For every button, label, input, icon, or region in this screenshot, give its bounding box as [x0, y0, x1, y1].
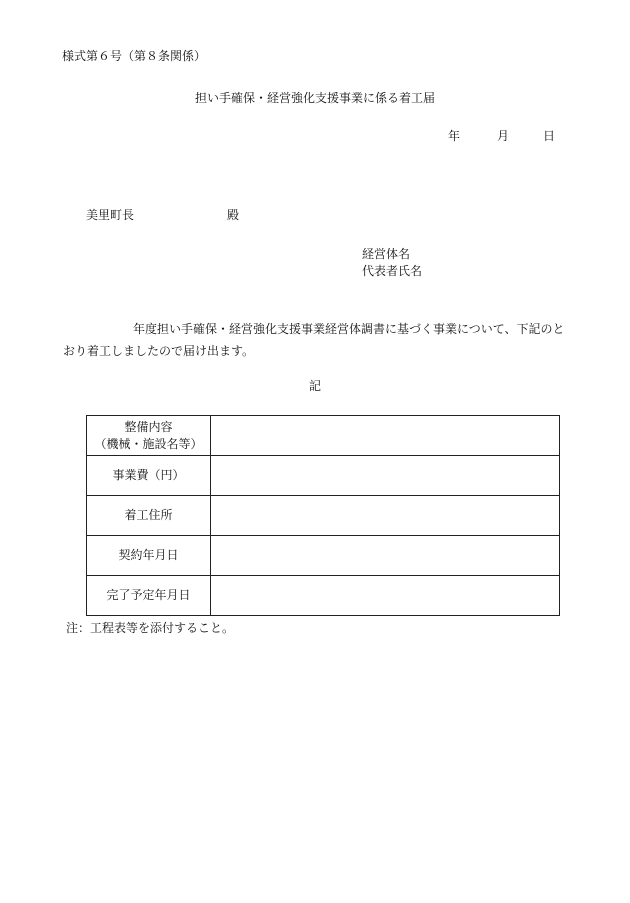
row-value-completion-date[interactable] [211, 576, 560, 616]
row-label-cost [87, 456, 211, 496]
table-row [87, 576, 560, 616]
row-label-address [87, 496, 211, 536]
ki-heading: 記 [308, 379, 321, 393]
row-value-cost[interactable] [211, 456, 560, 496]
row-value-equipment[interactable] [211, 416, 560, 456]
row-label-line: 事業費（円） [112, 468, 185, 482]
addressee-name: 美里町長 [86, 208, 135, 222]
form-number: 様式第６号（第８条関係） [62, 49, 207, 63]
document-title: 担い手確保・経営強化支援事業に係る着工届 [194, 91, 435, 105]
table-row [87, 536, 560, 576]
row-value-address[interactable] [211, 496, 560, 536]
addressee-honorific: 殿 [227, 208, 240, 222]
date-year-label: 年 [448, 129, 461, 143]
table-row [87, 456, 560, 496]
row-label-equipment [87, 416, 211, 456]
table-row [87, 416, 560, 456]
representative-name-label: 代表者氏名 [362, 264, 423, 278]
row-value-contract-date[interactable] [211, 536, 560, 576]
date-month-label: 月 [497, 129, 510, 143]
row-label-line: 着工住所 [124, 508, 173, 522]
body-paragraph: 年度担い手確保・経営強化支援事業経営体調書に基づく事業について、下記のとおり着工しましたので届け出ます。 [63, 322, 565, 358]
row-label-subline: （機械・施設名等） [94, 436, 203, 451]
organization-name-label: 経営体名 [362, 247, 411, 261]
row-label-line: 完了予定年月日 [106, 588, 191, 602]
table-row [87, 496, 560, 536]
detail-table [86, 415, 560, 616]
row-label-line: 整備内容 [124, 419, 173, 434]
row-label-line: 契約年月日 [118, 548, 179, 562]
date-day-label: 日 [543, 129, 556, 143]
attachment-note: 注：工程表等を添付すること。 [66, 621, 235, 635]
row-label-completion-date [87, 576, 211, 616]
row-label-contract-date [87, 536, 211, 576]
